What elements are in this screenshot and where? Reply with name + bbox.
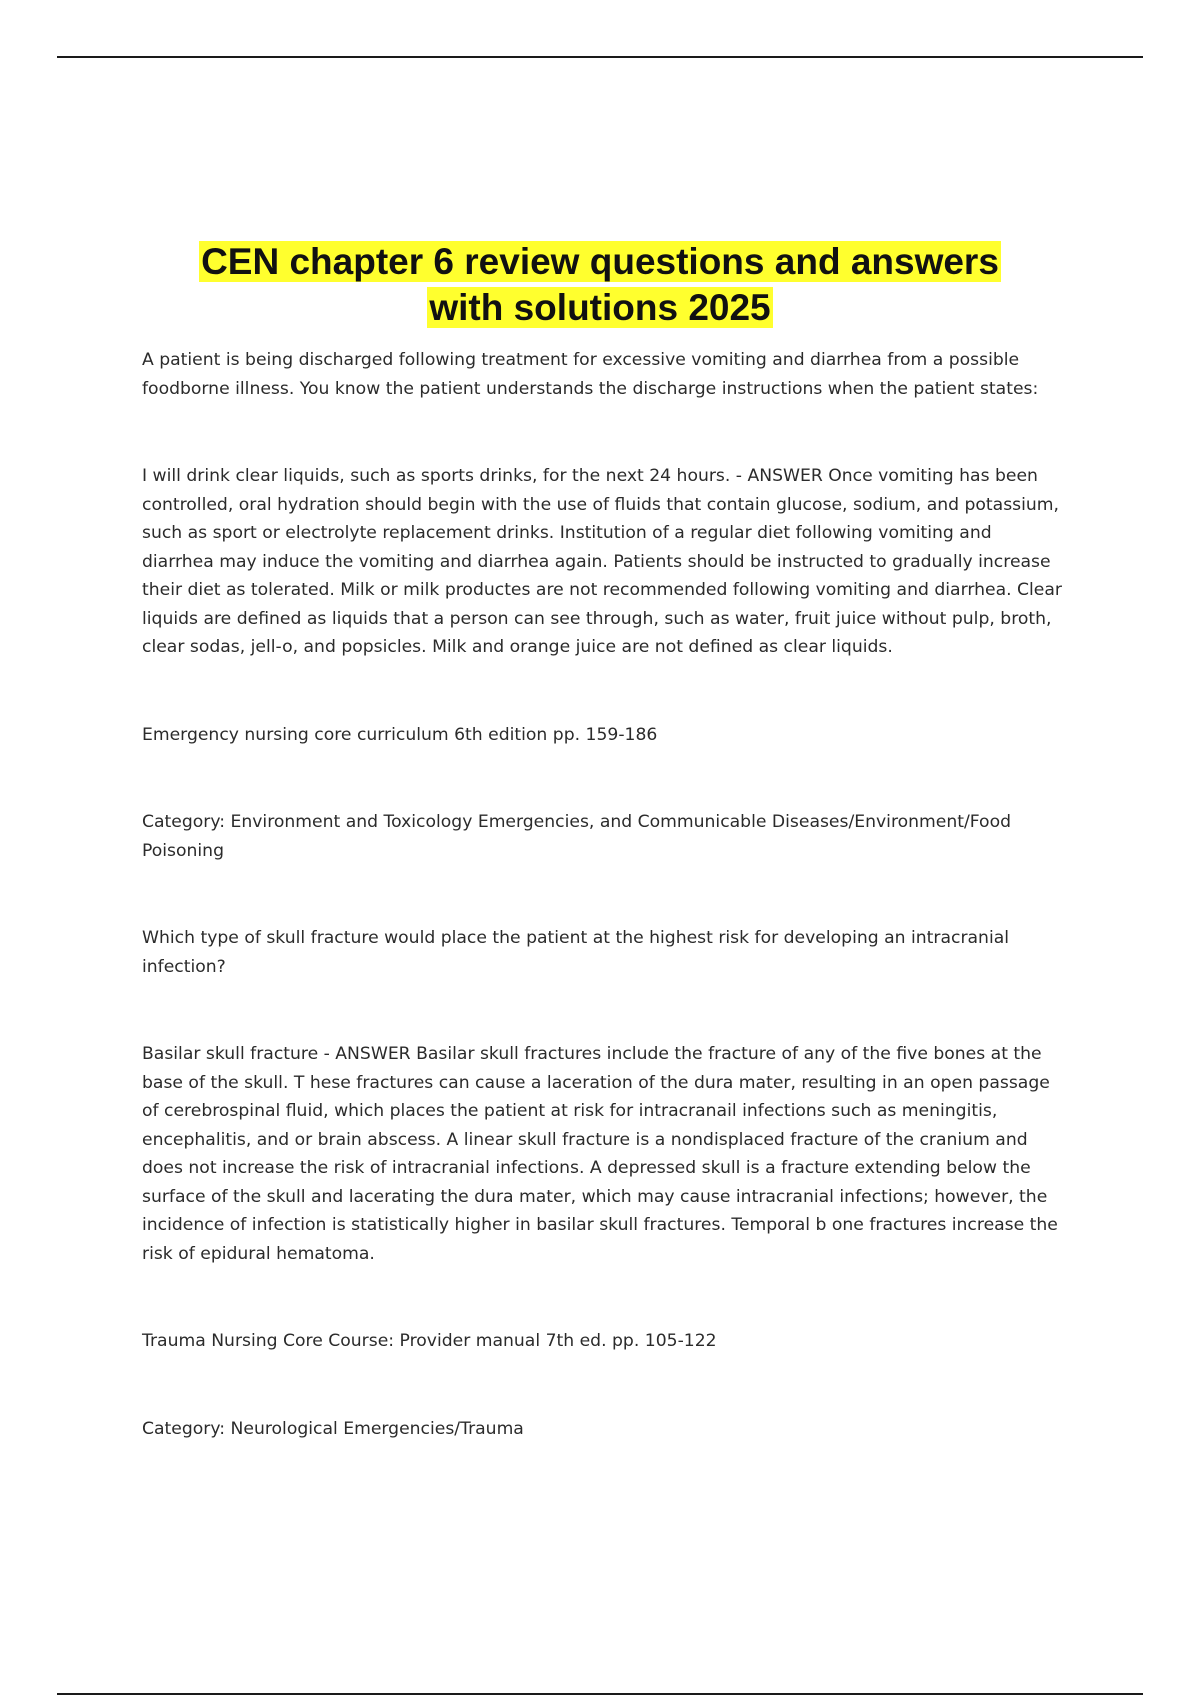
category-2: Category: Neurological Emergencies/Trauma [142, 1418, 524, 1439]
question-1: A patient is being discharged following treatment for excessive vomiting and diarrhea from a possible foodborne illness. You know the patient understands the discharge instructions when the patient states: [142, 350, 1039, 399]
title-line-1: CEN chapter 6 review questions and answers [201, 240, 999, 282]
document-body [142, 346, 1062, 1443]
title-line-2: with solutions 2025 [429, 286, 771, 328]
reference-2: Trauma Nursing Core Course: Provider manual 7th ed. pp. 105-122 [142, 1331, 717, 1351]
question-2: Which type of skull fracture would place the patient at the highest risk for developing an intracranial infection? [142, 928, 1010, 977]
answer-2: Basilar skull fracture - ANSWER Basilar skull fractures include the fracture of any of the five bones at the base of the skull. T hese fractures can cause a laceration of the dura mater, resulting in an open passage of cerebrospinal fluid, which places the patient at risk for intracranail infections such as meningitis, encephalitis, and or brain abscess. A linear skull fracture is a nondisplaced fracture of the cranium and does not increase the risk of intracranial infections. A depressed skull is a fracture extending below the surface of the skull and lacerating the dura mater, which may cause intracranial infections; however, the incidence of infection is statistically higher in basilar skull fractures. Temporal b one fractures increase the risk of epidural hematoma. [142, 1044, 1058, 1264]
answer-1: I will drink clear liquids, such as sports drinks, for the next 24 hours. - ANSWER Once vomiting has been controlled, oral hydration should begin with the use of fluids that contain glucose, sodium, and potassium, such as sport or electrolyte replacement drinks. Institution of a regular diet following vomiting and diarrhea may induce the vomiting and diarrhea again. Patients should be instructed to gradually increase their diet as tolerated. Milk or milk productes are not recommended following vomiting and diarrhea. Clear liquids are defined as liquids that a person can see through, such as water, fruit juice without pulp, broth, clear sodas, jell-o, and popsicles. Milk and orange juice are not defined as clear liquids. [142, 466, 1062, 657]
reference-1: Emergency nursing core curriculum 6th edition pp. 159-186 [142, 724, 658, 745]
document-title [120, 239, 1080, 331]
bottom-rule [57, 1693, 1143, 1695]
top-rule [57, 56, 1143, 58]
category-1: Category: Environment and Toxicology Emergencies, and Communicable Diseases/Environment/Food Poisoning [142, 812, 1011, 861]
